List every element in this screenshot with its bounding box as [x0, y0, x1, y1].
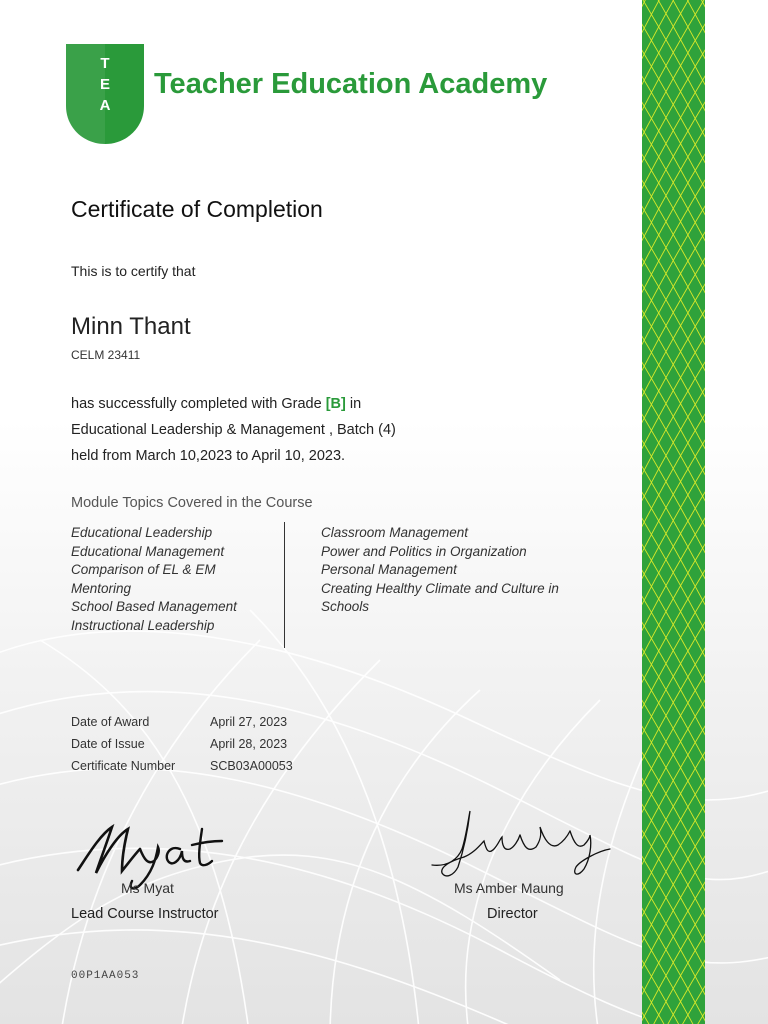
- recipient-id: CELM 23411: [71, 348, 141, 362]
- topic-item: Mentoring: [71, 580, 132, 596]
- academy-name: Teacher Education Academy: [154, 68, 548, 100]
- logo-letter-a: A: [99, 97, 111, 114]
- topic-item: School Based Management: [71, 599, 237, 614]
- certificate-title: Certificate of Completion: [71, 196, 323, 222]
- director-signature: [428, 805, 618, 885]
- logo-letter-t: T: [100, 55, 110, 72]
- completion-suffix: in: [349, 396, 362, 412]
- certify-statement: This is to certify that: [71, 263, 196, 279]
- issue-date-label: Date of Issue: [71, 737, 145, 751]
- award-date-value: April 27, 2023: [210, 715, 288, 729]
- course-dates: held from March 10,2023 to April 10, 2023.: [71, 448, 346, 464]
- certificate-number-value: SCB03A00053: [210, 759, 293, 773]
- grade-value: [B]: [325, 396, 346, 412]
- recipient-name: Minn Thant: [71, 313, 191, 340]
- serial-code: 00P1AA053: [71, 970, 140, 982]
- topic-item: Classroom Management: [321, 525, 469, 540]
- topic-item: Personal Management: [321, 562, 457, 577]
- topics-divider: [284, 522, 285, 648]
- director-name: Ms Amber Maung: [454, 880, 564, 896]
- topic-item: Instructional Leadership: [71, 617, 215, 633]
- logo-letter-e: E: [99, 76, 110, 93]
- director-title: Director: [487, 906, 538, 922]
- instructor-signature: [70, 815, 240, 890]
- award-date-label: Date of Award: [71, 715, 150, 729]
- instructor-name: Ms Myat: [121, 880, 174, 896]
- topic-item: Power and Politics in Organization: [321, 543, 527, 559]
- topics-left-column: [71, 524, 276, 635]
- topics-right-column: [321, 524, 586, 617]
- topic-item: Educational Management: [71, 543, 225, 559]
- completion-statement: [71, 396, 361, 412]
- issue-date-value: April 28, 2023: [210, 737, 288, 751]
- instructor-title: Lead Course Instructor: [71, 906, 219, 922]
- completion-prefix: has successfully completed with Grade: [71, 396, 322, 412]
- topic-item: Comparison of EL & EM: [71, 562, 216, 577]
- modules-heading: Module Topics Covered in the Course: [71, 495, 313, 511]
- decorative-stripe: [642, 0, 705, 1024]
- topic-item: Creating Healthy Climate and Culture in Schools: [321, 580, 559, 614]
- topic-item: Educational Leadership: [71, 525, 213, 540]
- certificate-number-label: Certificate Number: [71, 759, 176, 773]
- course-name: Educational Leadership & Management , Batch (4): [71, 422, 396, 438]
